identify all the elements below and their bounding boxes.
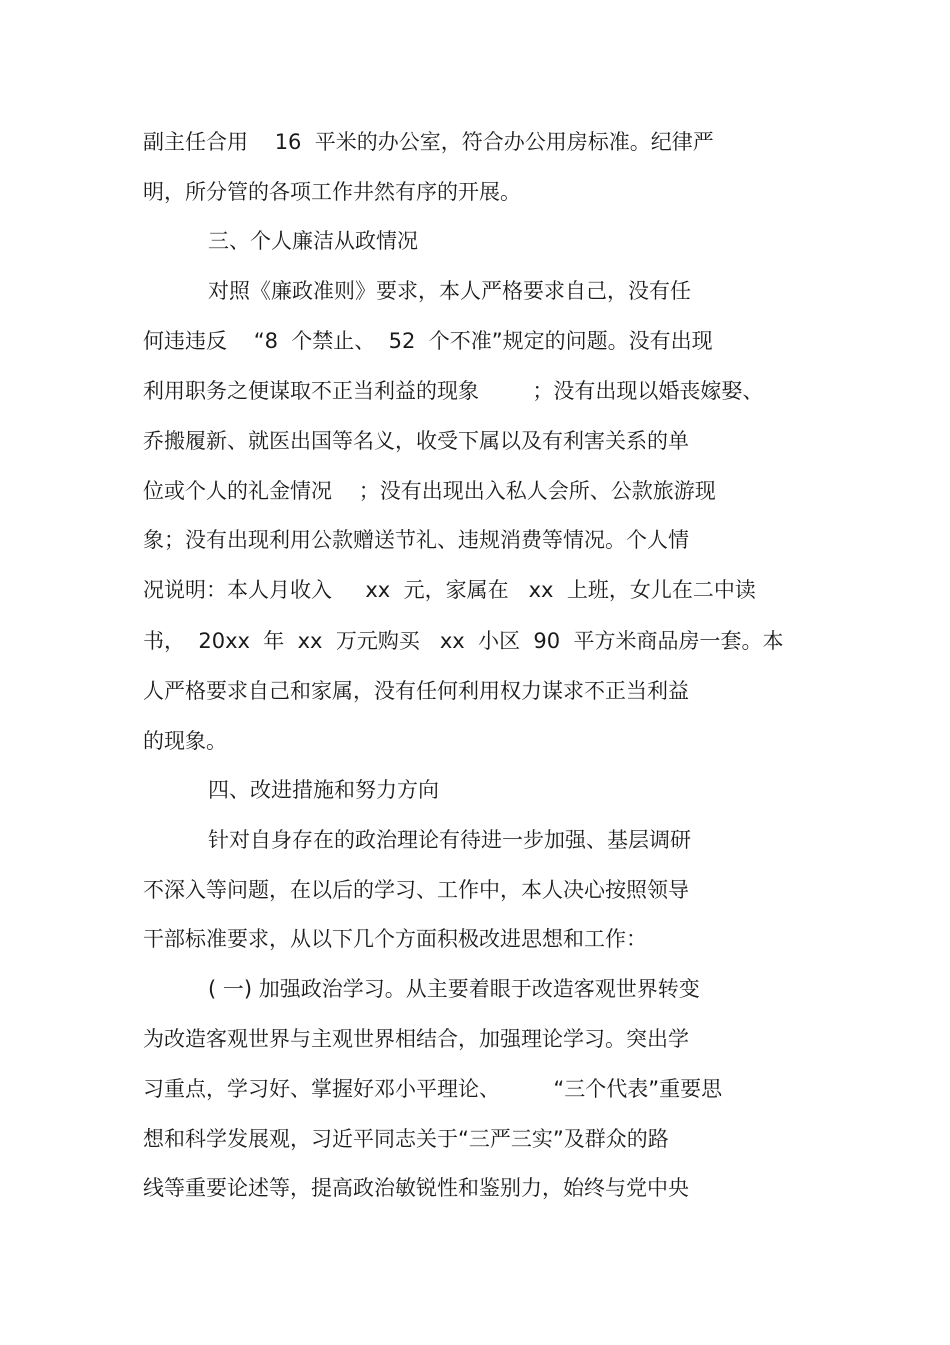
section-heading: 三、个人廉洁从政情况 (208, 229, 418, 253)
text-line: 的现象。 (143, 729, 227, 753)
text-line: 象；没有出现利用公款赠送节礼、违规消费等情况。个人情 (143, 528, 689, 552)
text-line: 明，所分管的各项工作井然有序的开展。 (143, 180, 521, 204)
text-line: 想和科学发展观，习近平同志关于“三严三实”及群众的路 (143, 1127, 669, 1151)
text-line: 对照《廉政准则》要求，本人严格要求自己，没有任 (208, 279, 691, 303)
text-line: 习重点，学习好、掌握好邓小平理论、 “三个代表”重要思 (143, 1077, 723, 1101)
text-line: 况说明：本人月收入 xx 元，家属在 xx 上班，女儿在二中读 (143, 578, 756, 602)
text-line: ( 一) 加强政治学习。从主要着眼于改造客观世界转变 (208, 977, 700, 1001)
section-heading: 四、改进措施和努力方向 (208, 778, 439, 802)
text-line: 针对自身存在的政治理论有待进一步加强、基层调研 (208, 828, 691, 852)
text-line: 位或个人的礼金情况 ；没有出现出入私人会所、公款旅游现 (143, 479, 716, 503)
text-line: 人严格要求自己和家属，没有任何利用权力谋求不正当利益 (143, 679, 689, 703)
text-line: 线等重要论述等，提高政治敏锐性和鉴别力，始终与党中央 (143, 1176, 689, 1200)
text-line: 为改造客观世界与主观世界相结合，加强理论学习。突出学 (143, 1027, 689, 1051)
text-line: 书， 20xx 年 xx 万元购买 xx 小区 90 平方米商品房一套。本 (143, 629, 784, 653)
text-line: 乔搬履新、就医出国等名义，收受下属以及有利害关系的单 (143, 429, 689, 453)
text-line: 副主任合用 16 平米的办公室，符合办公用房标准。纪律严 (143, 130, 714, 154)
text-line: 何违违反 “8 个禁止、 52 个不准”规定的问题。没有出现 (143, 329, 713, 353)
text-line: 干部标准要求，从以下几个方面积极改进思想和工作： (143, 927, 647, 951)
text-line: 利用职务之便谋取不正当利益的现象 ；没有出现以婚丧嫁娶、 (143, 379, 764, 403)
text-line: 不深入等问题，在以后的学习、工作中，本人决心按照领导 (143, 878, 689, 902)
